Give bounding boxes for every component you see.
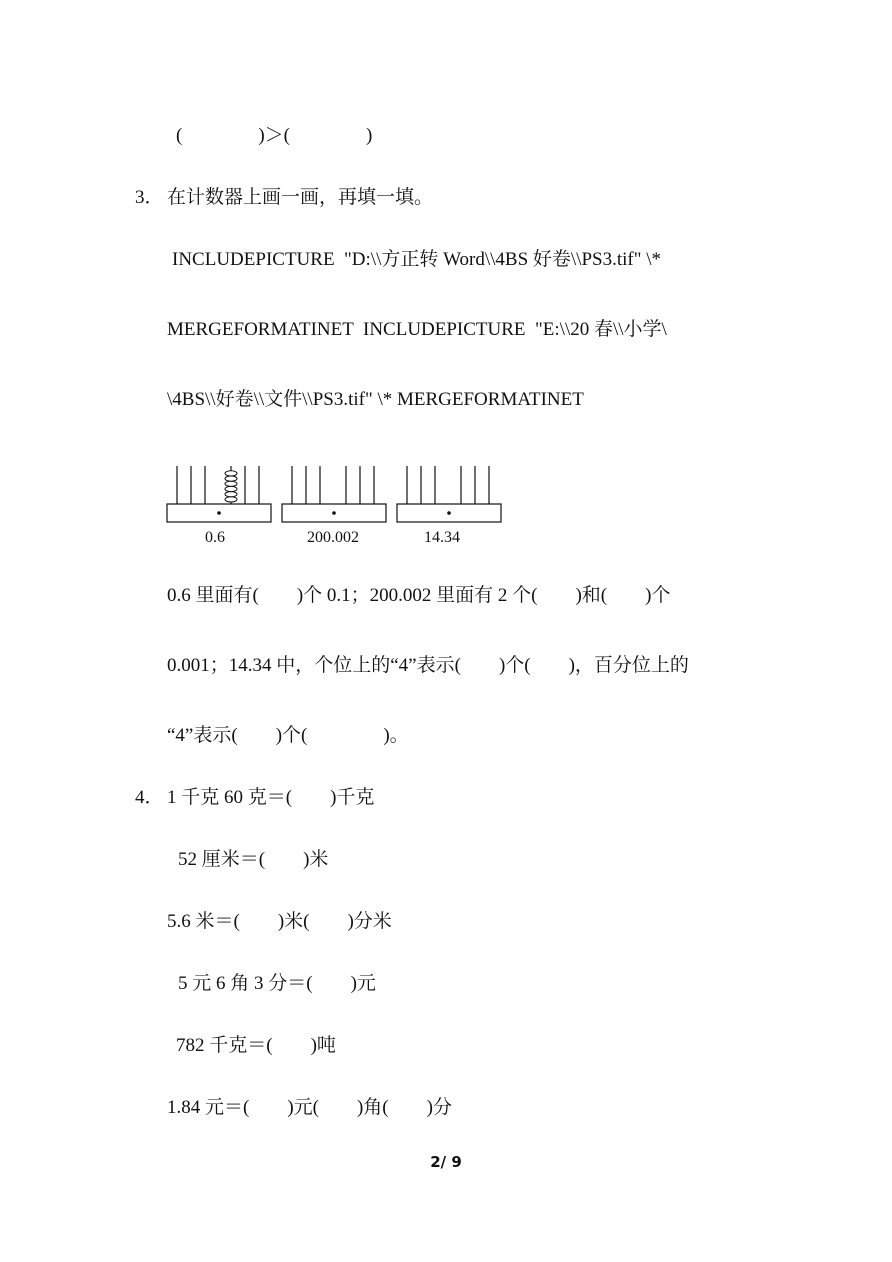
conversion-item-6: 1.84 元＝( )元( )角( )分 (167, 1097, 452, 1118)
abacus-label-3: 14.34 (424, 529, 460, 546)
abacus-2 (282, 466, 386, 522)
question-3-number: 3． (135, 187, 164, 208)
field-code-line-3: \4BS\\好卷\\文件\\PS3.tif" \* MERGEFORMATINET (167, 389, 584, 410)
question-4-number: 4． (135, 787, 164, 808)
page-number: 2/ 9 (430, 1153, 462, 1171)
field-code-line-1: INCLUDEPICTURE "D:\\方正转 Word\\4BS 好卷\\PS3.tif" \* (172, 249, 662, 270)
conversion-item-1: 1 千克 60 克＝( )千克 (167, 787, 375, 808)
abacus-bead (225, 492, 237, 497)
abacus-bead (225, 481, 237, 486)
abacus-question-line-2: 0.001；14.34 中，个位上的“4”表示( )个( )，百分位上的 (167, 655, 689, 676)
abacus-beads (225, 471, 237, 502)
field-code-line-2: MERGEFORMATINET INCLUDEPICTURE "E:\\20 春\\小学\ (167, 319, 667, 340)
abacus-bead (225, 476, 237, 481)
conversion-item-3: 5.6 米＝( )米( )分米 (167, 911, 392, 932)
abacus-label-2: 200.002 (307, 529, 359, 546)
compare-blanks: ( )＞( ) (176, 125, 373, 146)
question-3-prompt: 在计数器上画一画，再填一填。 (167, 187, 434, 208)
abacus-label-1: 0.6 (205, 529, 225, 546)
abacus-question-line-3: “4”表示( )个( )。 (167, 725, 409, 746)
abacus-1 (167, 466, 271, 522)
abacus-bead (225, 497, 237, 502)
abacus-question-line-1: 0.6 里面有( )个 0.1；200.002 里面有 2 个( )和( )个 (167, 585, 671, 606)
conversion-item-2: 52 厘米＝( )米 (178, 849, 329, 870)
conversion-item-5: 782 千克＝( )吨 (176, 1035, 336, 1056)
abacus-bead (225, 486, 237, 491)
abacus-drawing (165, 462, 510, 527)
abacus-3 (397, 466, 501, 522)
abacus-bead (225, 471, 237, 476)
conversion-item-4: 5 元 6 角 3 分＝( )元 (178, 973, 376, 994)
